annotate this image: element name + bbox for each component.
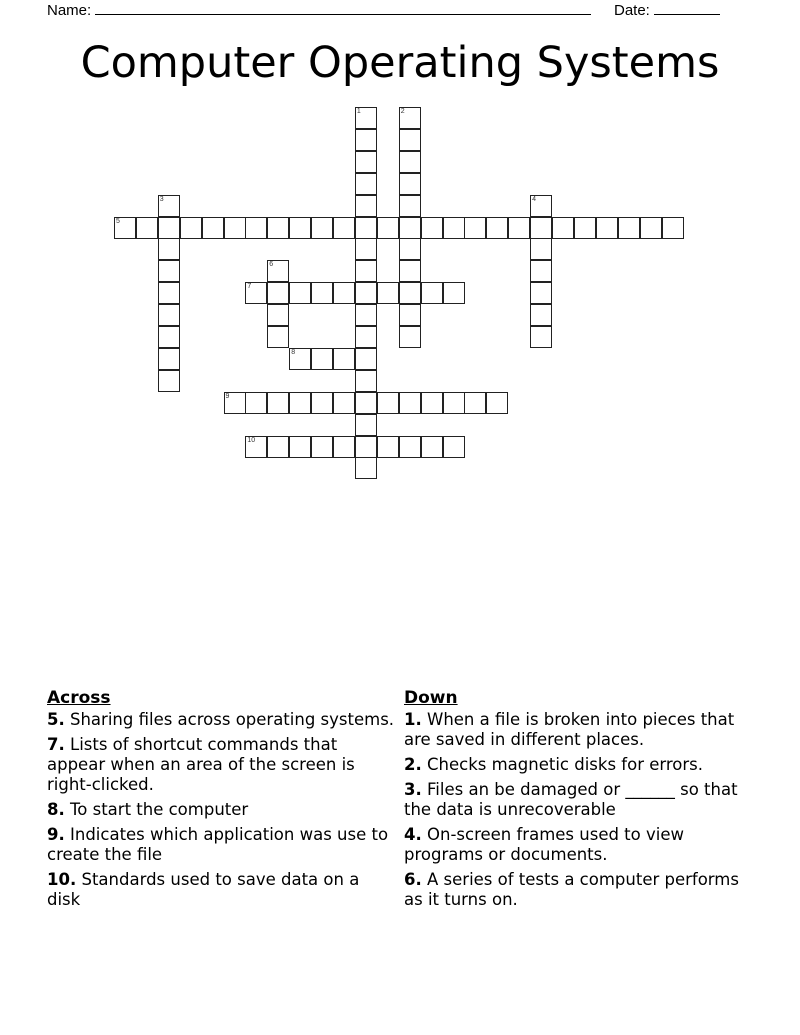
clue-down-2 (404, 755, 756, 775)
grid-cell[interactable] (377, 282, 399, 304)
cell-number: 6 (269, 261, 274, 269)
grid-cell[interactable] (421, 392, 443, 414)
grid-cell[interactable] (486, 392, 508, 414)
clue-down-1 (404, 710, 756, 750)
across-clues (47, 688, 395, 915)
grid-cell[interactable] (114, 217, 136, 239)
down-clues (404, 688, 756, 915)
grid-cell[interactable] (311, 217, 333, 239)
clue-down-3 (404, 780, 756, 820)
grid-cell[interactable] (355, 129, 377, 151)
grid-cell[interactable] (289, 217, 311, 239)
grid-cell[interactable] (399, 173, 421, 195)
grid-cell[interactable] (355, 326, 377, 348)
grid-cell[interactable] (399, 129, 421, 151)
clue-number: 9. (47, 825, 65, 844)
clue-down-4 (404, 825, 756, 865)
grid-cell[interactable] (530, 217, 552, 239)
grid-cell[interactable] (399, 260, 421, 282)
grid-cell[interactable] (355, 436, 377, 458)
clue-across-5 (47, 710, 395, 730)
grid-cell[interactable] (289, 392, 311, 414)
name-field[interactable] (47, 0, 597, 20)
clue-text: Files an be damaged or ______ so that the data is unrecoverable (404, 780, 738, 819)
cell-number: 5 (116, 217, 120, 225)
cell-number: 8 (291, 348, 296, 356)
name-line[interactable] (95, 0, 591, 15)
grid-cell[interactable] (486, 217, 508, 239)
grid-cell[interactable] (245, 392, 267, 414)
cell-number: 7 (247, 283, 252, 291)
grid-cell[interactable] (333, 436, 355, 458)
grid-cell[interactable] (267, 326, 289, 348)
grid-cell[interactable] (552, 217, 574, 239)
date-field[interactable] (614, 0, 720, 20)
grid-cell[interactable] (355, 217, 377, 239)
clue-across-7 (47, 735, 395, 795)
page-title: Computer Operating Systems (80, 38, 720, 88)
cell-number: 9 (225, 392, 230, 400)
across-heading: Across (47, 688, 111, 708)
grid-cell[interactable] (355, 195, 377, 217)
clue-number: 1. (404, 710, 422, 729)
clue-text: On-screen frames used to view programs or documents. (404, 825, 684, 864)
grid-cell[interactable] (399, 195, 421, 217)
grid-cell[interactable] (399, 326, 421, 348)
grid-cell[interactable] (443, 217, 465, 239)
grid-cell[interactable] (289, 348, 311, 370)
grid-cell[interactable] (421, 217, 443, 239)
grid-cell[interactable] (333, 282, 355, 304)
grid-cell[interactable] (355, 457, 377, 479)
grid-cell[interactable] (443, 282, 465, 304)
grid-cell[interactable] (355, 370, 377, 392)
grid-cell[interactable] (530, 326, 552, 348)
grid-cell[interactable] (333, 217, 355, 239)
grid-cell[interactable] (224, 217, 246, 239)
grid-cell[interactable] (158, 370, 180, 392)
grid-cell[interactable] (224, 392, 246, 414)
grid-cell[interactable] (158, 282, 180, 304)
clue-text: Standards used to save data on a disk (47, 870, 360, 909)
grid-cell[interactable] (289, 282, 311, 304)
grid-cell[interactable] (202, 217, 224, 239)
date-line[interactable] (654, 0, 720, 15)
grid-cell[interactable] (399, 238, 421, 260)
grid-cell[interactable] (311, 392, 333, 414)
grid-cell[interactable] (267, 217, 289, 239)
grid-cell[interactable] (399, 282, 421, 304)
clue-across-8 (47, 800, 395, 820)
clue-number: 8. (47, 800, 65, 819)
grid-cell[interactable] (530, 304, 552, 326)
clue-text: Checks magnetic disks for errors. (427, 755, 704, 774)
grid-cell[interactable] (508, 217, 530, 239)
grid-cell[interactable] (399, 107, 421, 129)
grid-cell[interactable] (267, 282, 289, 304)
grid-cell[interactable] (158, 326, 180, 348)
grid-cell[interactable] (333, 392, 355, 414)
grid-cell[interactable] (158, 217, 180, 239)
grid-cell[interactable] (333, 348, 355, 370)
grid-cell[interactable] (618, 217, 640, 239)
grid-cell[interactable] (574, 217, 596, 239)
clue-number: 3. (404, 780, 422, 799)
grid-cell[interactable] (355, 282, 377, 304)
grid-cell[interactable] (355, 107, 377, 129)
grid-cell[interactable] (377, 436, 399, 458)
grid-cell[interactable] (267, 436, 289, 458)
grid-cell[interactable] (311, 282, 333, 304)
clue-number: 4. (404, 825, 422, 844)
grid-cell[interactable] (158, 195, 180, 217)
grid-cell[interactable] (136, 217, 158, 239)
cell-number: 3 (159, 195, 164, 203)
grid-cell[interactable] (399, 392, 421, 414)
grid-cell[interactable] (421, 282, 443, 304)
grid-cell[interactable] (421, 436, 443, 458)
grid-cell[interactable] (267, 392, 289, 414)
grid-cell[interactable] (662, 217, 684, 239)
clue-across-9 (47, 825, 395, 865)
cell-number: 1 (356, 108, 361, 115)
date-label: Date: (614, 2, 650, 19)
grid-cell[interactable] (355, 173, 377, 195)
grid-cell[interactable] (355, 348, 377, 370)
grid-cell[interactable] (311, 348, 333, 370)
grid-cell[interactable] (443, 392, 465, 414)
down-heading: Down (404, 688, 458, 708)
grid-cell[interactable] (311, 436, 333, 458)
grid-cell[interactable] (399, 151, 421, 173)
grid-cell[interactable] (443, 436, 465, 458)
grid-cell[interactable] (530, 195, 552, 217)
clue-text: When a file is broken into pieces that are saved in different places. (404, 710, 735, 749)
clue-number: 7. (47, 735, 65, 754)
clue-number: 5. (47, 710, 65, 729)
grid-cell[interactable] (530, 238, 552, 260)
grid-cell[interactable] (399, 304, 421, 326)
grid-cell[interactable] (355, 392, 377, 414)
cell-number: 2 (400, 108, 405, 115)
clue-across-10 (47, 870, 395, 910)
grid-cell[interactable] (245, 436, 267, 458)
grid-cell[interactable] (464, 392, 486, 414)
grid-cell[interactable] (158, 238, 180, 260)
grid-cell[interactable] (464, 217, 486, 239)
clue-number: 10. (47, 870, 77, 889)
grid-cell[interactable] (355, 238, 377, 260)
grid-cell[interactable] (399, 217, 421, 239)
clue-number: 6. (404, 870, 422, 889)
grid-cell[interactable] (399, 436, 421, 458)
grid-cell[interactable] (158, 304, 180, 326)
grid-cell[interactable] (355, 414, 377, 436)
grid-cell[interactable] (530, 260, 552, 282)
cell-number: 4 (532, 195, 536, 203)
grid-cell[interactable] (355, 304, 377, 326)
clue-down-6 (404, 870, 756, 910)
name-label: Name: (47, 2, 92, 19)
grid-cell[interactable] (158, 260, 180, 282)
grid-cell[interactable] (377, 217, 399, 239)
grid-cell[interactable] (267, 260, 289, 282)
grid-cell[interactable] (596, 217, 618, 239)
grid-cell[interactable] (158, 348, 180, 370)
clue-text: A series of tests a computer performs as it turns on. (404, 870, 739, 909)
grid-cell[interactable] (640, 217, 662, 239)
grid-cell[interactable] (355, 260, 377, 282)
cell-number: 10 (247, 436, 256, 444)
grid-cell[interactable] (355, 151, 377, 173)
clue-text: Lists of shortcut commands that appear when an area of the screen is right-clicked. (47, 735, 355, 794)
grid-cell[interactable] (289, 436, 311, 458)
grid-cell[interactable] (245, 282, 267, 304)
clue-text: Sharing files across operating systems. (70, 710, 395, 729)
clue-text: To start the computer (70, 800, 249, 819)
grid-cell[interactable] (245, 217, 267, 239)
grid-cell[interactable] (377, 392, 399, 414)
clue-text: Indicates which application was use to create the file (47, 825, 389, 864)
grid-cell[interactable] (180, 217, 202, 239)
grid-cell[interactable] (267, 304, 289, 326)
clue-number: 2. (404, 755, 422, 774)
grid-cell[interactable] (530, 282, 552, 304)
